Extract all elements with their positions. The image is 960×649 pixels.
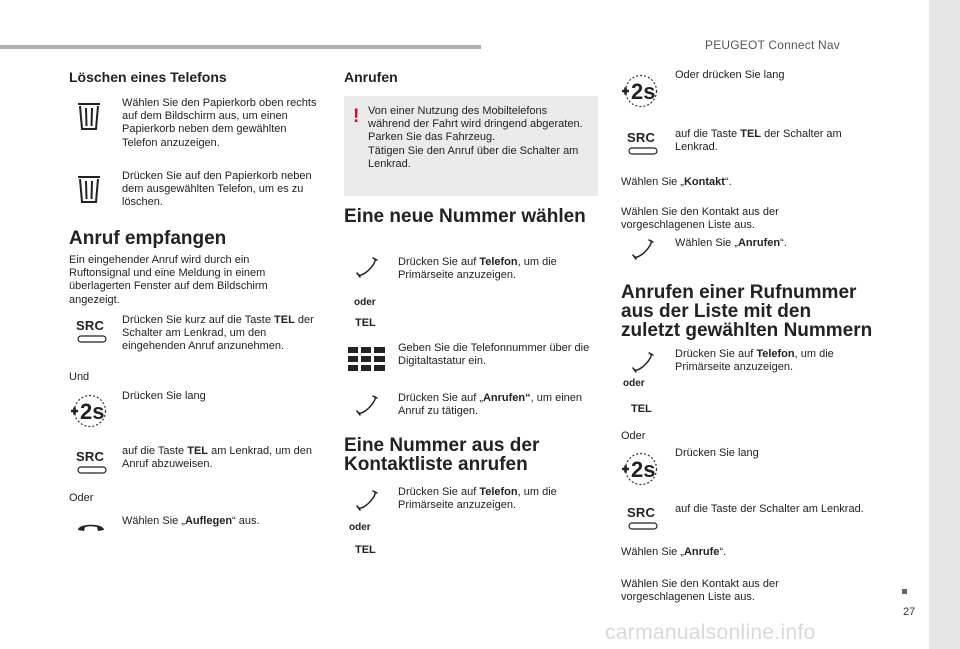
phone-handset-icon (356, 256, 378, 278)
receive-step-1: Drücken Sie kurz auf die Taste TEL der Schalter am Lenkrad, um den eingehenden Anruf anzunehmen. (122, 314, 314, 353)
warning-box (344, 96, 598, 196)
src-button-icon: SRC (627, 505, 661, 533)
label-und: Und (69, 371, 90, 383)
delete-step-2: Drücken Sie auf den Papierkorb neben dem ausgewählten Telefon, um es zu löschen. (122, 170, 312, 209)
recent-press-long: Drücken Sie lang (675, 447, 759, 459)
trash-icon (77, 101, 101, 131)
page-number: 27 (903, 606, 916, 618)
heading-receive-call: Anruf empfangen (69, 228, 227, 249)
select-call: Wählen Sie „Anrufen“. (675, 237, 787, 249)
phone-handset-icon (356, 489, 378, 511)
label-oder: Oder (621, 430, 646, 442)
tel-button-label: TEL (355, 544, 376, 556)
delete-step-1: Wählen Sie den Papierkorb oben rechts auf dem Bildschirm aus, um einen Papierkorb neben dem gewählten Telefon anzuzeigen. (122, 97, 317, 149)
new-step-3: Drücken Sie auf „Anrufen“, um einen Anruf zu tätigen. (398, 392, 583, 418)
heading-recent-numbers: Anrufen einer Rufnummer aus der Liste mit den zuletzt gewählten Nummern (621, 282, 873, 341)
heading-call: Anrufen (344, 69, 398, 85)
press-hold-2s-icon (620, 74, 662, 108)
select-from-list: Wählen Sie den Kontakt aus der vorgeschlagenen Liste aus. (621, 206, 779, 232)
warning-text: Von einer Nutzung des Mobiltelefons während der Fahrt wird dringend abgeraten. Parken Sie das Fahrzeug. Tätigen Sie den Anruf über die Schalter am Lenkrad. (368, 105, 583, 170)
header-rule (0, 45, 481, 49)
receive-intro: Ein eingehender Anruf wird durch ein Ruftonsignal und eine Meldung in einem überlagerten Fenster auf dem Bildschirm angezeigt. (69, 254, 268, 306)
heading-new-number: Eine neue Nummer wählen (344, 206, 586, 227)
press-hold-2s-icon (620, 452, 662, 486)
phone-handset-icon (632, 238, 654, 260)
src-button-icon: SRC (76, 449, 110, 477)
select-calls: Wählen Sie „Anrufe“. (621, 546, 727, 558)
page-margin-bar (929, 0, 960, 649)
trash-icon (77, 174, 101, 204)
tel-button-label: TEL (355, 317, 376, 329)
src-button-icon: SRC (76, 318, 110, 346)
receive-step-press-long: Drücken Sie lang (122, 390, 206, 402)
recent-switch-step: auf die Taste der Schalter am Lenkrad. (675, 503, 864, 515)
recent-step-1: Drücken Sie auf Telefon, um die Primärseite anzuzeigen. (675, 348, 834, 374)
tel-button-label: TEL (631, 403, 652, 415)
svg-text:2s: 2s (80, 399, 105, 424)
heading-delete-phone: Löschen eines Telefons (69, 69, 227, 85)
press-long-or: Oder drücken Sie lang (675, 69, 785, 81)
select-contact: Wählen Sie „Kontakt“. (621, 176, 732, 188)
select-from-list-2: Wählen Sie den Kontakt aus der vorgeschlagenen Liste aus. (621, 578, 779, 604)
label-oder: oder (623, 378, 645, 389)
running-header: PEUGEOT Connect Nav (705, 38, 840, 52)
hangup-step: Wählen Sie „Auflegen“ aus. (122, 515, 260, 527)
new-step-1: Drücken Sie auf Telefon, um die Primärseite anzuzeigen. (398, 256, 557, 282)
label-oder: oder (349, 522, 371, 533)
watermark: carmanualsonline.info (605, 621, 816, 644)
keypad-icon (348, 346, 385, 372)
contacts-step-1: Drücken Sie auf Telefon, um die Primärseite anzuzeigen. (398, 486, 557, 512)
phone-handset-icon (632, 351, 654, 373)
svg-text:2s: 2s (631, 79, 656, 104)
continuation-marker (902, 589, 907, 594)
phone-handset-icon (356, 394, 378, 416)
exclamation-warning-icon: ! (353, 106, 360, 127)
src-button-icon: SRC (627, 130, 661, 158)
receive-reject: auf die Taste TEL am Lenkrad, um den Anruf abzuweisen. (122, 445, 312, 471)
new-step-2: Geben Sie die Telefonnummer über die Digitaltastatur ein. (398, 342, 590, 368)
heading-contacts: Eine Nummer aus der Kontaktliste anrufen (344, 435, 540, 475)
label-oder: oder (354, 297, 376, 308)
label-oder: Oder (69, 492, 94, 504)
svg-text:2s: 2s (631, 457, 656, 482)
tel-switch-step: auf die Taste TEL der Schalter am Lenkrad. (675, 128, 842, 154)
hang-up-icon (76, 521, 106, 533)
press-hold-2s-icon (69, 394, 111, 428)
